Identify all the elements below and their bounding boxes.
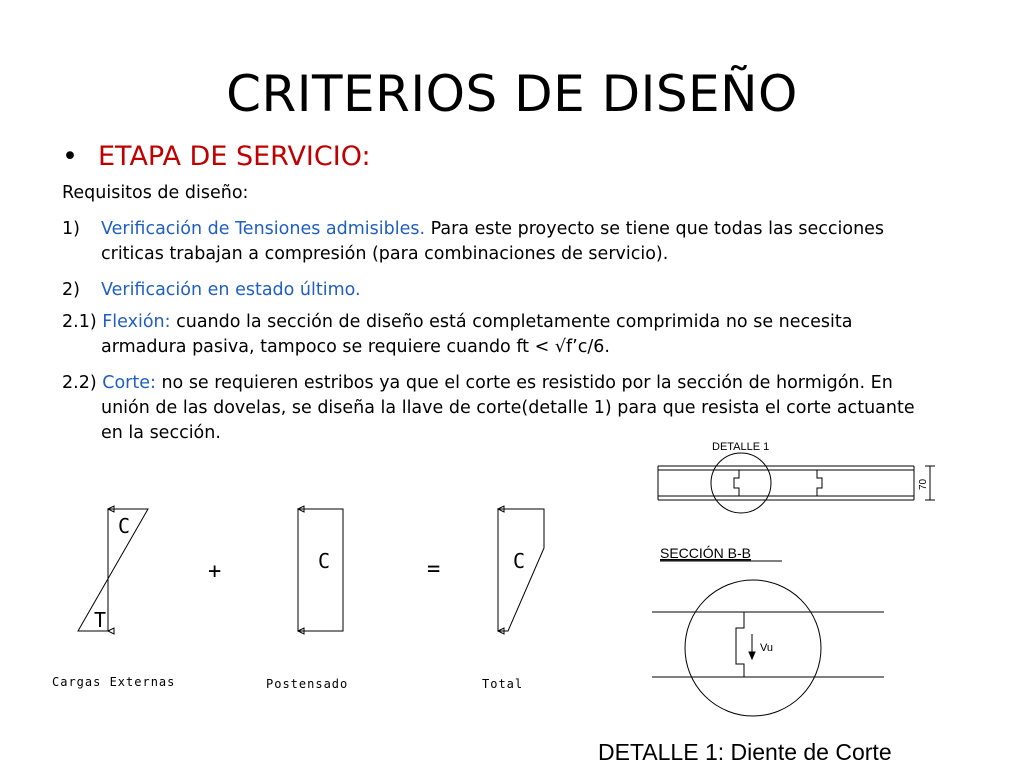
section-bb-label: SECCIÓN B-B <box>660 545 752 561</box>
item22-title: Corte: <box>102 373 156 393</box>
section-bb-drawing <box>652 545 884 716</box>
item2-title: Verificación en estado último. <box>101 280 361 300</box>
item2-number: 2) <box>62 280 80 300</box>
total-diagram <box>482 506 544 691</box>
item1-line2: criticas trabajan a compresión (para combinaciones de servicio). <box>101 244 669 264</box>
item21-line2: armadura pasiva, tampoco se requiere cuando ft < √f’c/6. <box>101 337 610 357</box>
force-label: Vu <box>760 642 774 654</box>
detail-circle <box>711 453 771 513</box>
external-loads-triangle <box>78 509 148 631</box>
prestress-label: Postensado <box>266 677 349 691</box>
dimension-label: 70 <box>918 478 929 490</box>
shear-key-right <box>817 470 822 496</box>
item21-title: Flexión: <box>102 312 171 332</box>
detail-caption: DETALLE 1: Diente de Corte <box>598 739 892 765</box>
detail-1-drawing <box>658 441 935 513</box>
external-loads-t-label: T <box>94 608 107 632</box>
item22-line3: en la sección. <box>101 423 221 443</box>
item22-text: no se requieren estribos ya que el corte es resistido por la sección de hormigón. En <box>155 373 893 393</box>
item22-line2: unión de las dovelas, se diseña la llave de corte(detalle 1) para que resista el corte actuante <box>101 398 915 418</box>
requirements-label: Requisitos de diseño: <box>62 183 249 203</box>
detail-1-title: DETALLE 1 <box>712 441 770 453</box>
section-shear-key <box>736 612 744 677</box>
item1-title: Verificación de Tensiones admisibles. <box>101 219 426 239</box>
external-loads-label: Cargas Externas <box>52 675 176 689</box>
section-heading-text: ETAPA DE SERVICIO: <box>98 141 371 172</box>
total-c-label: C <box>513 549 526 573</box>
external-loads-c-label: C <box>118 514 131 538</box>
force-arrow-icon <box>749 652 755 659</box>
prestress-c-label: C <box>318 549 331 573</box>
slide-title: CRITERIOS DE DISEÑO <box>226 65 798 123</box>
shear-key-left <box>734 470 739 496</box>
section-circle <box>685 580 821 716</box>
prestress-diagram <box>266 506 348 691</box>
external-loads-diagram <box>52 506 175 689</box>
total-label: Total <box>482 677 524 691</box>
item1-number: 1) <box>62 219 80 239</box>
item22-number: 2.2) <box>62 373 103 393</box>
arrow-head-icon <box>108 628 114 634</box>
item1-text: Para este proyecto se tiene que todas las secciones <box>425 219 885 239</box>
plus-sign: + <box>208 559 222 584</box>
item21-number: 2.1) <box>62 312 103 332</box>
equals-sign: = <box>427 557 441 582</box>
item21-text: cuando la sección de diseño está completamente comprimida no se necesita <box>170 312 853 332</box>
bullet-icon: • <box>62 141 78 172</box>
